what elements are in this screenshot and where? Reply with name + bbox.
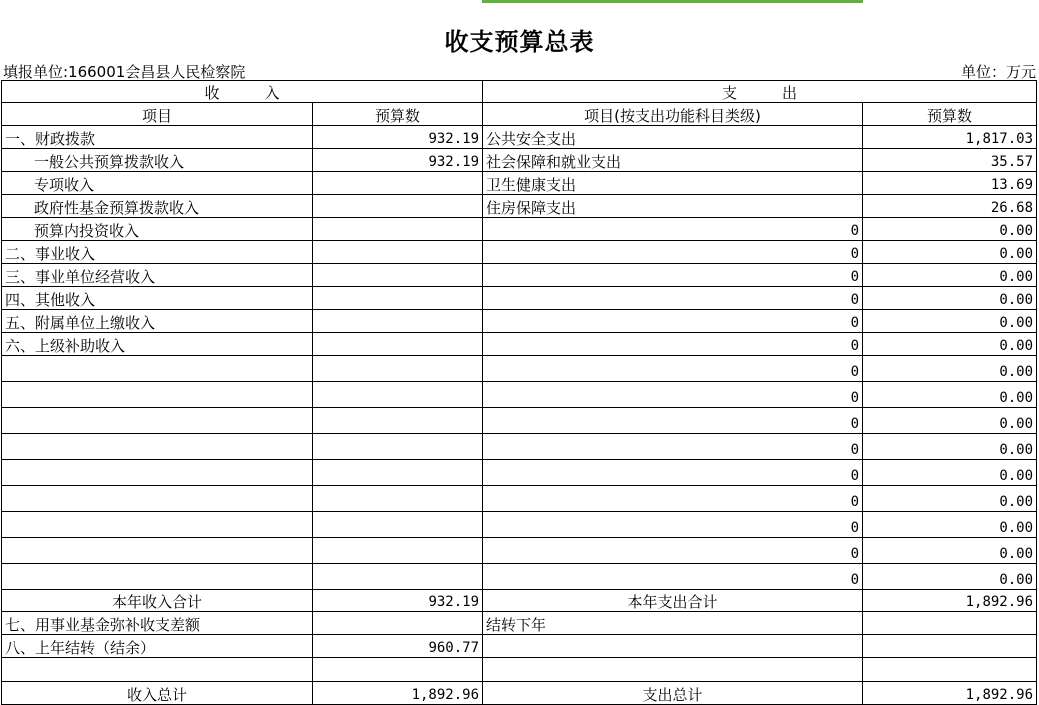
income-item: 政府性基金预算拨款收入 [2,195,313,218]
expense-amount: 0.00 [863,241,1037,264]
income-item [2,512,313,538]
income-item: 二、事业收入 [2,241,313,264]
income-item [2,434,313,460]
fund-offset-amount [313,612,483,635]
fund-offset-label: 七、用事业基金弥补收支差额 [2,612,313,635]
income-amount [313,356,483,382]
income-amount: 932.19 [313,126,483,149]
income-amount [313,195,483,218]
money-unit: 单位：万元 [960,63,1036,81]
carry-next-amount [863,612,1037,635]
income-item [2,486,313,512]
expense-item: 0 [483,382,863,408]
table-row [2,333,1037,356]
income-item: 预算内投资收入 [2,218,313,241]
income-amount [313,241,483,264]
income-amount [313,538,483,564]
income-item [2,382,313,408]
table-row [2,382,1037,408]
table-row [2,512,1037,538]
expense-item: 0 [483,264,863,287]
income-grand-total-amount: 1,892.96 [313,682,483,705]
income-amount [313,460,483,486]
expense-amount-header: 预算数 [863,103,1037,126]
income-item: 五、附属单位上缴收入 [2,310,313,333]
expense-amount: 35.57 [863,149,1037,172]
expense-amount: 0.00 [863,310,1037,333]
table-row [2,149,1037,172]
table-row [2,538,1037,564]
blank-cell [483,635,863,658]
reporting-unit: 填报单位:166001会昌县人民检察院 [3,63,246,81]
income-year-total-label: 本年收入合计 [2,590,313,612]
table-row [2,172,1037,195]
total-row [2,635,1037,658]
income-amount-header: 预算数 [313,103,483,126]
income-item [2,408,313,434]
expense-amount: 0.00 [863,287,1037,310]
expense-item: 0 [483,241,863,264]
income-amount [313,408,483,434]
expense-amount: 0.00 [863,460,1037,486]
income-amount [313,382,483,408]
expense-amount: 13.69 [863,172,1037,195]
report-info-line [3,61,1036,82]
table-row [2,287,1037,310]
prev-carry-amount: 960.77 [313,635,483,658]
expense-item: 0 [483,356,863,382]
blank-cell [863,635,1037,658]
income-item [2,356,313,382]
expense-amount: 0.00 [863,408,1037,434]
expense-year-total-label: 本年支出合计 [483,590,863,612]
expense-grand-total-label: 支出总计 [483,682,863,705]
income-amount [313,564,483,590]
income-amount [313,264,483,287]
table-row [2,126,1037,149]
expense-amount: 1,817.03 [863,126,1037,149]
income-grand-total-label: 收入总计 [2,682,313,705]
income-amount [313,287,483,310]
income-item: 三、事业单位经营收入 [2,264,313,287]
total-row [2,612,1037,635]
table-row [2,564,1037,590]
income-year-total-amount: 932.19 [313,590,483,612]
expense-amount: 0.00 [863,434,1037,460]
blank-cell [2,658,313,682]
expense-amount: 26.68 [863,195,1037,218]
income-amount: 932.19 [313,149,483,172]
blank-cell [483,658,863,682]
expense-amount: 0.00 [863,382,1037,408]
table-row [2,356,1037,382]
income-item: 一、财政拨款 [2,126,313,149]
table-row [2,264,1037,287]
prev-carry-label: 八、上年结转（结余） [2,635,313,658]
income-group-header: 收 入 [2,81,483,103]
income-item-header: 项目 [2,103,313,126]
total-row [2,682,1037,705]
expense-item: 0 [483,564,863,590]
expense-amount: 0.00 [863,512,1037,538]
expense-item: 住房保障支出 [483,195,863,218]
expense-item: 0 [483,287,863,310]
expense-item: 0 [483,333,863,356]
total-row [2,590,1037,612]
expense-item-header: 项目(按支出功能科目类级) [483,103,863,126]
expense-amount: 0.00 [863,538,1037,564]
income-item: 专项收入 [2,172,313,195]
table-row [2,408,1037,434]
income-item [2,538,313,564]
expense-item: 0 [483,434,863,460]
income-amount [313,333,483,356]
income-amount [313,310,483,333]
blank-cell [313,658,483,682]
income-item [2,564,313,590]
expense-item: 社会保障和就业支出 [483,149,863,172]
income-amount [313,486,483,512]
table-row [2,310,1037,333]
expense-item: 0 [483,512,863,538]
table-row [2,486,1037,512]
expense-amount: 0.00 [863,356,1037,382]
expense-item: 公共安全支出 [483,126,863,149]
expense-amount: 0.00 [863,564,1037,590]
expense-amount: 0.00 [863,333,1037,356]
page-title: 收支预算总表 [444,27,595,56]
table-row [2,460,1037,486]
expense-item: 0 [483,460,863,486]
income-amount [313,512,483,538]
table-row [2,218,1037,241]
income-item: 六、上级补助收入 [2,333,313,356]
expense-amount: 0.00 [863,264,1037,287]
expense-group-header: 支 出 [483,81,1037,103]
expense-item: 0 [483,486,863,512]
income-item: 一般公共预算拨款收入 [2,149,313,172]
expense-item: 0 [483,408,863,434]
expense-amount: 0.00 [863,486,1037,512]
table-row [2,195,1037,218]
expense-year-total-amount: 1,892.96 [863,590,1037,612]
blank-cell [863,658,1037,682]
expense-item: 0 [483,538,863,564]
income-amount [313,172,483,195]
table-row [2,241,1037,264]
expense-item: 0 [483,310,863,333]
income-item: 四、其他收入 [2,287,313,310]
expense-amount: 0.00 [863,218,1037,241]
income-amount [313,218,483,241]
income-item [2,460,313,486]
budget-table [1,80,1037,705]
expense-item: 卫生健康支出 [483,172,863,195]
expense-item: 0 [483,218,863,241]
top-accent-bar [482,0,863,3]
table-row [2,434,1037,460]
expense-grand-total-amount: 1,892.96 [863,682,1037,705]
income-amount [313,434,483,460]
total-row [2,658,1037,682]
carry-next-label: 结转下年 [483,612,863,635]
